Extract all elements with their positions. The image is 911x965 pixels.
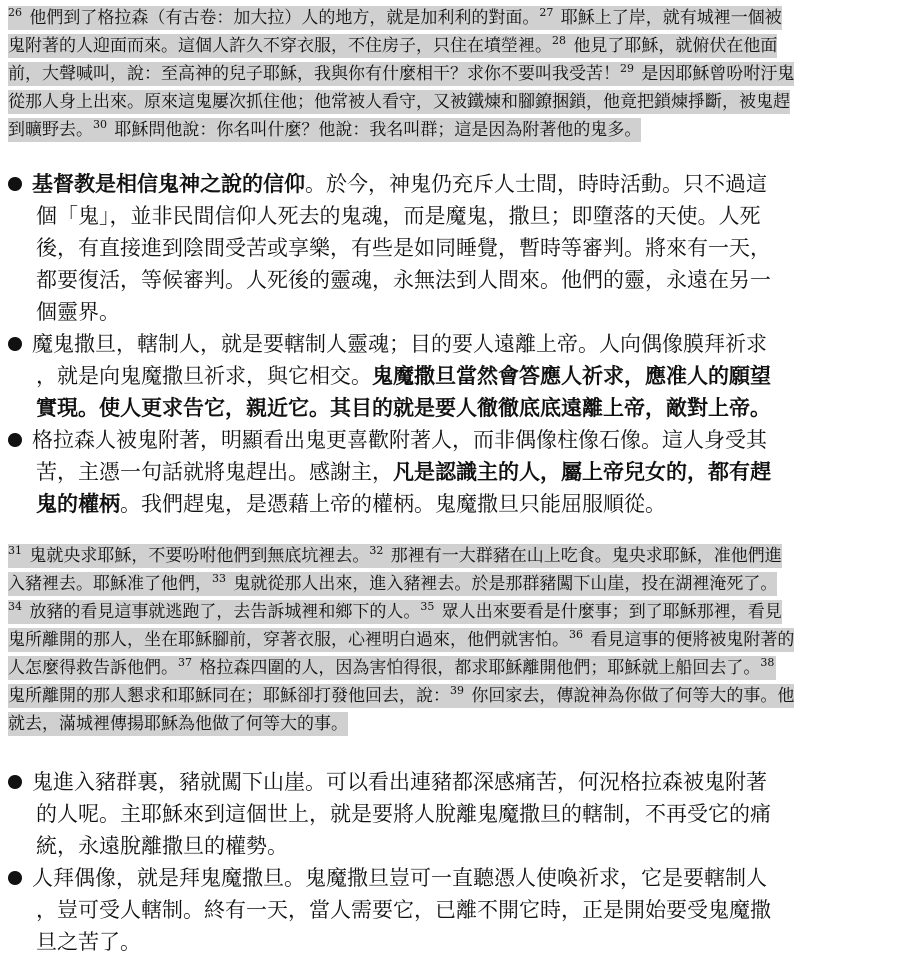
bullet-line — [32, 328, 905, 360]
verse-text: 入豬裡去。耶穌准了他們， — [8, 574, 212, 594]
scripture-highlight — [8, 6, 782, 30]
scripture-passage-2 — [6, 542, 905, 738]
body-text: 人拜偶像，就是拜鬼魔撒旦。鬼魔撒旦豈可一直聽憑人使喚祈求，它是要轄制人 — [32, 866, 767, 890]
body-text: 後，有直接進到陰間受苦或享樂，有些是如同睡覺，暫時等審判。將來有一天， — [36, 236, 771, 260]
body-text: 個「鬼」，並非民間信仰人死去的鬼魂，而是魔鬼，撒旦；即墮落的天使。人死 — [36, 204, 761, 228]
verse-text: 他們到了格拉森（有古卷：加大拉）人的地方，就是加利利的對面。 — [24, 8, 540, 28]
scripture-highlight — [8, 684, 794, 708]
scripture-highlight — [8, 600, 782, 624]
body-text: 旦之苦了。 — [36, 930, 141, 954]
verse-text: 人怎麼得救告訴他們。 — [8, 658, 178, 678]
verse-text: 眾人出來要看是什麼事；到了耶穌那裡，看見 — [436, 602, 782, 622]
scripture-highlight — [8, 628, 794, 652]
bullet-item — [6, 328, 905, 424]
body-text: 都要復活，等候審判。人死後的靈魂，永無法到人間來。他們的靈，永遠在另一 — [36, 268, 771, 292]
scripture-line — [6, 32, 905, 60]
verse-text: 前，大聲喊叫，說：至高神的兒子耶穌，我與你有什麼相干？求你不要叫我受苦！ — [8, 64, 620, 84]
bullet-line — [32, 168, 905, 200]
verse-number: 27 — [539, 6, 554, 19]
verse-number: 32 — [369, 544, 384, 557]
bullet-line — [32, 894, 905, 926]
bullet-dot-icon — [8, 433, 22, 447]
scripture-highlight — [8, 118, 641, 142]
bullet-dot-icon — [8, 337, 22, 351]
bullet-line — [32, 830, 905, 862]
verse-text: 是因耶穌曾吩咐汙鬼 — [636, 64, 795, 84]
body-text: 的人呢。主耶穌來到這個世上，就是要將人脫離鬼魔撒旦的轄制，不再受它的痛 — [36, 802, 771, 826]
bullet-line — [32, 798, 905, 830]
scripture-passage-1 — [6, 4, 905, 144]
verse-text: 放豬的看見這事就逃跑了，去告訴城裡和鄉下的人。 — [24, 602, 421, 622]
verse-number: 29 — [620, 62, 634, 75]
bullet-dot-icon — [8, 871, 22, 885]
verse-text: 耶穌問他說：你名叫什麼？他說：我名叫群；這是因為附著他的鬼多。 — [109, 120, 642, 140]
scripture-line — [6, 60, 905, 88]
body-text: ，就是向鬼魔撒旦祈求，與它相交。 — [36, 364, 372, 388]
bullet-line — [32, 360, 905, 392]
body-text: 統，永遠脫離撒旦的權勢。 — [36, 834, 288, 858]
verse-text: 鬼所離開的那人懇求和耶穌同在；耶穌卻打發他回去，說： — [8, 686, 450, 706]
verse-number: 35 — [420, 600, 435, 613]
bullet-line — [32, 296, 905, 328]
bullet-line — [32, 926, 905, 958]
scripture-highlight — [8, 34, 777, 58]
bullet-item — [6, 766, 905, 862]
verse-text: 到曠野去。 — [8, 120, 93, 140]
verse-number: 30 — [93, 118, 107, 131]
scripture-highlight — [8, 572, 777, 596]
body-text: 格拉森人被鬼附著，明顯看出鬼更喜歡附著人，而非偶像柱像石像。這人身受其 — [32, 428, 767, 452]
verse-text: 鬼附著的人迎面而來。這個人許久不穿衣服，不住房子，只住在墳塋裡。 — [8, 36, 552, 56]
verse-number: 37 — [178, 656, 192, 669]
emphasis-text: 基督教是相信鬼神之說的信仰 — [32, 171, 305, 196]
bullet-line — [32, 488, 905, 520]
scripture-line — [6, 710, 905, 738]
verse-number: 28 — [552, 34, 566, 47]
bullet-line — [32, 264, 905, 296]
verse-number: 36 — [569, 628, 583, 641]
body-text: 鬼進入豬群裏，豬就闖下山崖。可以看出連豬都深感痛苦，何況格拉森被鬼附著 — [32, 770, 767, 794]
scripture-highlight — [8, 62, 794, 86]
verse-text: 那裡有一大群豬在山上吃食。鬼央求耶穌，准他們進 — [385, 546, 782, 566]
verse-text: 看見這事的便將被鬼附著的 — [585, 630, 795, 650]
emphasis-text: 鬼的權柄 — [36, 491, 120, 516]
verse-text: 格拉森四圍的人，因為害怕得很，都求耶穌離開他們；耶穌就上船回去了。 — [194, 658, 761, 678]
bullet-line — [32, 424, 905, 456]
emphasis-text: 鬼魔撒旦當然會答應人祈求，應准人的願望 — [372, 363, 771, 388]
verse-number: 31 — [8, 544, 22, 557]
bullet-line — [32, 456, 905, 488]
verse-text: 從那人身上出來。原來這鬼屢次抓住他；他常被人看守，又被鐵煉和腳鐐捆鎖，他竟把鎖煉掙斷，被鬼趕 — [8, 92, 790, 112]
scripture-line — [6, 4, 905, 32]
verse-text: 鬼就從那人出來，進入豬裡去。於是那群豬闖下山崖，投在湖裡淹死了。 — [228, 574, 778, 594]
scripture-highlight — [8, 544, 782, 568]
bullet-line — [32, 200, 905, 232]
scripture-line — [6, 88, 905, 116]
bullet-line — [32, 862, 905, 894]
body-text: ，豈可受人轄制。終有一天，當人需要它，已離不開它時，正是開始要受鬼魔撒 — [36, 898, 771, 922]
bullet-dot-icon — [8, 177, 22, 191]
body-text: 苦，主憑一句話就將鬼趕出。感謝主， — [36, 460, 393, 484]
scripture-line — [6, 682, 905, 710]
verse-text: 就去，滿城裡傳揚耶穌為他做了何等大的事。 — [8, 714, 348, 734]
verse-text: 鬼所離開的那人，坐在耶穌腳前，穿著衣服，心裡明白過來，他們就害怕。 — [8, 630, 569, 650]
scripture-highlight — [8, 90, 790, 114]
verse-text: 鬼就央求耶穌，不要吩咐他們到無底坑裡去。 — [24, 546, 370, 566]
body-text: 。於今，神鬼仍充斥人士間，時時活動。只不過這 — [305, 172, 767, 196]
body-text: 個靈界。 — [36, 300, 120, 324]
body-text: 魔鬼撒旦，轄制人，就是要轄制人靈魂；目的要人遠離上帝。人向偶像膜拜祈求 — [32, 332, 767, 356]
verse-number: 33 — [212, 572, 226, 585]
verse-text: 他見了耶穌，就俯伏在他面 — [568, 36, 778, 56]
bullet-line — [32, 392, 905, 424]
verse-number: 38 — [760, 656, 775, 669]
body-text: 。我們趕鬼，是憑藉上帝的權柄。鬼魔撒旦只能屈服順從。 — [120, 492, 666, 516]
bullet-item — [6, 862, 905, 958]
bullet-line — [32, 766, 905, 798]
verse-number: 39 — [450, 684, 464, 697]
commentary-list-1 — [6, 168, 905, 520]
scripture-highlight — [8, 656, 776, 680]
bullet-line — [32, 232, 905, 264]
scripture-line — [6, 570, 905, 598]
emphasis-text: 凡是認識主的人，屬上帝兒女的，都有趕 — [393, 459, 771, 484]
bullet-item — [6, 168, 905, 328]
scripture-line — [6, 116, 905, 144]
emphasis-text: 實現。使人更求告它，親近它。其目的就是要人徹徹底底遠離上帝，敵對上帝。 — [36, 395, 771, 420]
verse-text: 耶穌上了岸，就有城裡一個被 — [555, 8, 782, 28]
verse-text: 你回家去，傳說神為你做了何等大的事。他 — [466, 686, 795, 706]
commentary-list-2 — [6, 766, 905, 958]
scripture-line — [6, 598, 905, 626]
scripture-line — [6, 654, 905, 682]
scripture-highlight — [8, 712, 348, 736]
scripture-line — [6, 542, 905, 570]
verse-number: 26 — [8, 6, 22, 19]
bullet-dot-icon — [8, 775, 22, 789]
scripture-line — [6, 626, 905, 654]
verse-number: 34 — [8, 600, 22, 613]
bullet-item — [6, 424, 905, 520]
